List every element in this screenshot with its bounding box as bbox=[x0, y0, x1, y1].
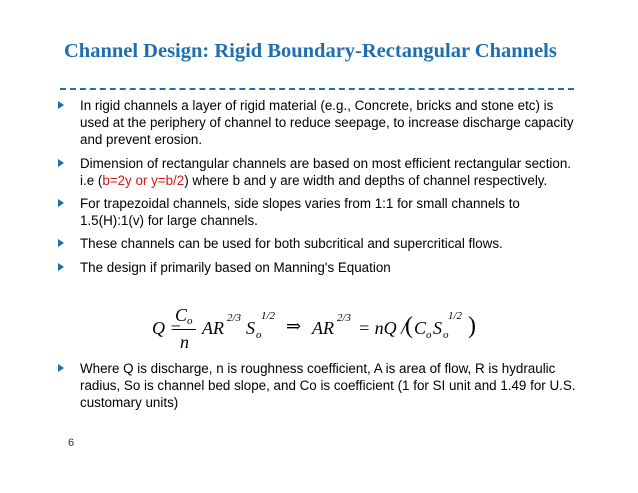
bullet-manning bbox=[58, 259, 578, 276]
bullet-list-definitions bbox=[58, 360, 588, 418]
bullet-arrow-icon bbox=[58, 101, 64, 109]
eq-fraction-bar bbox=[174, 329, 196, 330]
bullet-arrow-icon bbox=[58, 364, 64, 372]
bullet-text-after: ) where b and y are width and depths of channel respectively. bbox=[184, 172, 548, 188]
manning-equation bbox=[152, 300, 482, 356]
bullet-text-before: Dimension of rectangular channels are based on most efficient rectangular section. i.e ( bbox=[80, 155, 572, 188]
bullet-arrow-icon bbox=[58, 199, 64, 207]
eq-term2: AR bbox=[312, 318, 334, 338]
eq-frac-numerator: $C_o$ bbox=[175, 305, 193, 327]
bullet-rigid-layer bbox=[58, 97, 578, 149]
eq-term1: AR bbox=[202, 318, 224, 338]
bullet-trapezoidal bbox=[58, 195, 578, 229]
eq-s1-sub: o bbox=[256, 329, 262, 341]
eq-paren-close: ) bbox=[468, 313, 476, 339]
title-divider bbox=[60, 88, 574, 90]
page-number: 6 bbox=[68, 437, 75, 449]
eq-s1: S bbox=[246, 318, 255, 338]
eq-c2-sub: o bbox=[426, 329, 432, 341]
eq-implies: ⇒ bbox=[286, 316, 302, 336]
bullet-arrow-icon bbox=[58, 159, 64, 167]
eq-s1-exp: 1/2 bbox=[261, 310, 276, 322]
bullet-text: These channels can be used for both subcritical and supercritical flows. bbox=[80, 236, 503, 252]
highlight-condition: b=2y or y=b/2 bbox=[102, 172, 185, 188]
bullet-flows bbox=[58, 235, 578, 252]
bullet-variable-definitions bbox=[58, 360, 588, 412]
bullet-arrow-icon bbox=[58, 239, 64, 247]
slide-title: Channel Design: Rigid Boundary-Rectangular Channels bbox=[64, 40, 557, 62]
bullet-text: The design if primarily based on Manning's Equation bbox=[80, 259, 391, 275]
eq-c2: C bbox=[414, 318, 427, 338]
eq-exp1: 2/3 bbox=[227, 312, 242, 324]
eq-frac-denominator: n bbox=[180, 332, 189, 352]
bullet-text: Where Q is discharge, n is roughness coefficient, A is area of flow, R is hydraulic radius, So is channel bed slope, and Co is coefficient (1 for SI unit and 1.49 for U.S. customary units) bbox=[80, 361, 576, 411]
eq-exp2: 2/3 bbox=[337, 312, 352, 324]
bullet-list bbox=[58, 97, 578, 282]
eq-lhs: Q = bbox=[152, 318, 182, 338]
eq-s2-exp: 1/2 bbox=[448, 310, 463, 322]
eq-s2-sub: o bbox=[443, 329, 449, 341]
bullet-text: In rigid channels a layer of rigid material (e.g., Concrete, bricks and stone etc) is used at the periphery of channel to reduce seepage, to increase discharge capacity and prevent erosion. bbox=[80, 98, 574, 148]
bullet-rectangular-dimension bbox=[58, 155, 578, 189]
eq-s2: S bbox=[433, 318, 442, 338]
bullet-text: For trapezoidal channels, side slopes varies from 1:1 for small channels to 1.5(H):1(v) for large channels. bbox=[80, 196, 520, 229]
bullet-arrow-icon bbox=[58, 263, 64, 271]
eq-paren-open: ( bbox=[405, 313, 413, 339]
eq-rhs: = nQ / bbox=[358, 318, 407, 338]
